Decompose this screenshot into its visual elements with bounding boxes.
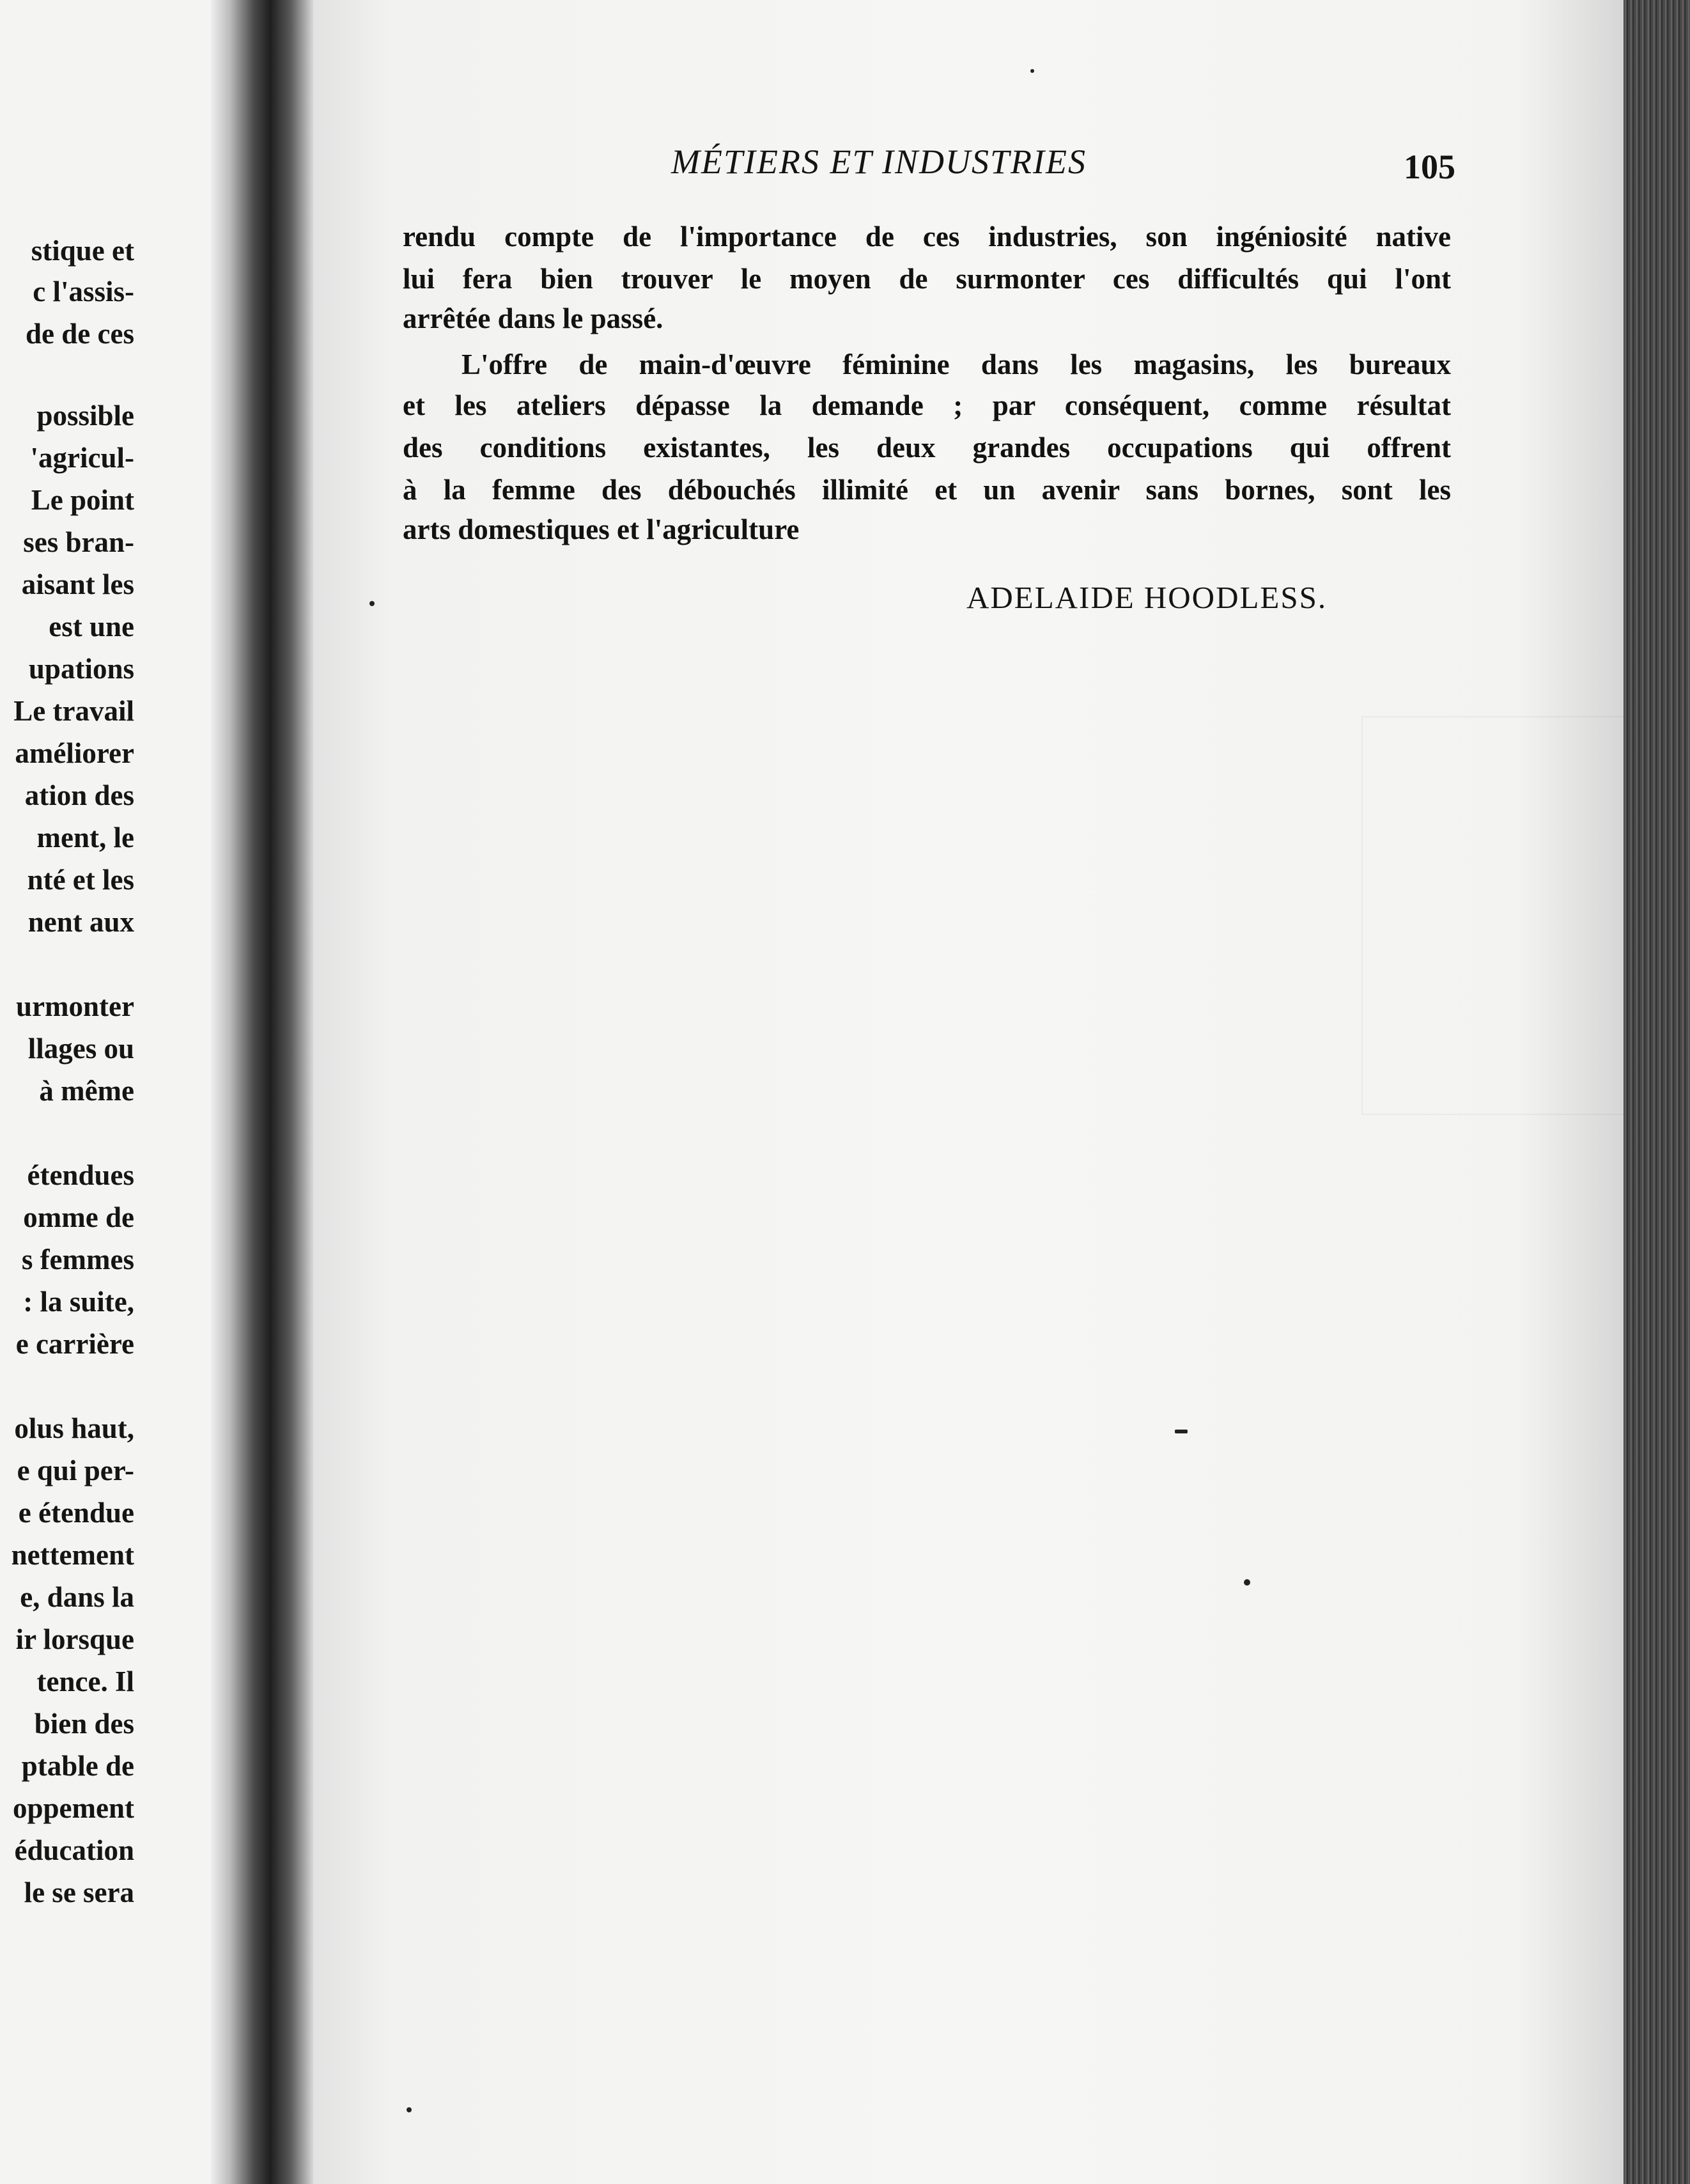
left-page-line: omme de	[23, 1201, 134, 1233]
left-page-line: étendues	[27, 1159, 134, 1191]
left-page-line: Le travail	[13, 695, 134, 727]
left-page-line: ation des	[24, 779, 134, 811]
left-page-line: bien des	[34, 1708, 134, 1740]
ink-speck	[1175, 1430, 1188, 1433]
left-page-line: possible	[36, 400, 134, 432]
left-page-line: oppement	[13, 1792, 134, 1824]
left-page-line: Le point	[31, 484, 134, 516]
paragraph-first-line: L'offre de main-d'œuvre féminine dans les magasins, les bureaux	[461, 348, 1451, 380]
page-block-edges	[1624, 0, 1690, 2184]
previous-page	[0, 0, 211, 2184]
body-text-line: et les ateliers dépasse la demande ; par conséquent, comme résultat	[403, 389, 1451, 421]
left-page-line: éducation	[14, 1834, 134, 1866]
left-page-line: ptable de	[21, 1750, 134, 1782]
left-page-line: olus haut,	[14, 1412, 134, 1444]
body-text-line: rendu compte de l'importance de ces industries, son ingéniosité native	[403, 221, 1451, 253]
body-text-line: lui fera bien trouver le moyen de surmonter ces difficultés qui l'ont	[403, 263, 1451, 295]
left-page-line: à même	[39, 1075, 134, 1107]
left-page-line: aisant les	[21, 568, 134, 600]
ink-speck	[1030, 69, 1034, 73]
ink-speck	[407, 2107, 412, 2112]
page-number: 105	[1404, 148, 1455, 186]
left-page-line: e, dans la	[20, 1581, 134, 1613]
left-page-line: de de ces	[26, 318, 134, 350]
body-text-line: à la femme des débouchés illimité et un avenir sans bornes, sont les	[403, 474, 1451, 506]
left-page-line: ment, le	[36, 822, 134, 854]
ink-speck	[1244, 1579, 1250, 1586]
left-page-line: c l'assis-	[33, 276, 134, 308]
left-page-line: upations	[28, 653, 134, 685]
left-page-line: le se sera	[24, 1876, 134, 1908]
left-page-line: nent aux	[27, 906, 134, 938]
ink-speck	[369, 601, 375, 606]
body-text-line: arts domestiques et l'agriculture	[403, 513, 800, 545]
left-page-line: améliorer	[15, 737, 134, 769]
left-page-line: e carrière	[15, 1328, 134, 1360]
left-page-line: llages ou	[27, 1033, 134, 1065]
left-page-line: : la suite,	[23, 1286, 134, 1318]
running-head: MÉTIERS ET INDUSTRIES	[671, 143, 1087, 181]
left-page-line: 'agricul-	[30, 442, 134, 474]
left-page-line: ir lorsque	[15, 1623, 134, 1655]
left-page-line: nté et les	[27, 864, 134, 896]
left-page-line: tence. Il	[36, 1665, 134, 1697]
book-gutter	[211, 0, 313, 2184]
left-page-line: ses bran-	[23, 526, 134, 558]
left-page-line: urmonter	[16, 990, 134, 1022]
left-page-line: e étendue	[18, 1497, 134, 1529]
left-page-line: nettement	[11, 1539, 134, 1571]
left-page-line: est une	[49, 611, 134, 643]
left-page-line: e qui per-	[17, 1455, 134, 1486]
left-page-line: stique et	[31, 235, 134, 267]
author-signature: ADELAIDE HOODLESS.	[966, 580, 1328, 615]
body-text-line: arrêtée dans le passé.	[403, 302, 663, 334]
body-text-line: des conditions existantes, les deux grandes occupations qui offrent	[403, 432, 1451, 464]
left-page-line: s femmes	[21, 1244, 134, 1275]
